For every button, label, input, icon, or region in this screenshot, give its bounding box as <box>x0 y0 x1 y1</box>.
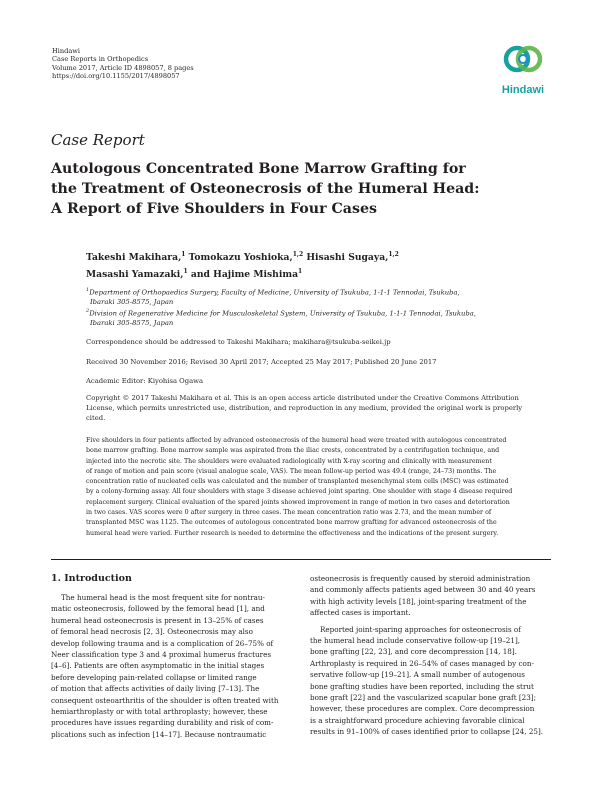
abstract-line: humeral head were varied. Further research is needed to determine the effectiveness and the indications of the present surgery. <box>86 529 499 537</box>
author-affiliation-mark: 1 <box>181 251 186 258</box>
title-line: the Treatment of Osteonecrosis of the Humeral Head: <box>51 181 480 197</box>
body-line: servative follow-up [19–21]. A small number of autogenous <box>310 670 525 680</box>
article-type: Case Report <box>51 131 145 149</box>
body-line: hemiarthroplasty or with total arthroplasty; however, these <box>51 707 268 717</box>
body-line: affected cases is important. <box>310 608 411 618</box>
affiliation-text: Ibaraki 305-8575, Japan <box>90 297 174 306</box>
abstract-line: bone marrow grafting. Bone marrow sample was aspirated from the iliac crests, concentrated by a centrifugation technique, and <box>86 447 500 455</box>
author-name: Hisashi Sugaya, <box>303 252 389 264</box>
author-name: Tomokazu Yoshioka, <box>185 252 293 264</box>
body-line: however, these procedures are complex. Core decompression <box>310 704 535 714</box>
abstract-line: transplanted MSC was 1125. The outcomes of autologous concentrated bone marrow grafting for advanced osteonecrosis of the <box>86 519 497 527</box>
body-line: Neer classification type 3 and 4 proximal humerus fractures <box>51 650 272 660</box>
journal-meta <box>52 47 194 80</box>
body-line: bone grafting studies have been reported, including the strut <box>310 681 534 691</box>
author-affiliation-mark: 1 <box>298 268 303 276</box>
body-line: bone grafting [22, 23], and core decompression [14, 18]. <box>310 647 517 657</box>
copyright-line: License, which permits unrestricted use, distribution, and reproduction in any medium, provided the original work is properly <box>86 404 523 413</box>
body-line: before developing pain-related collapse or limited range <box>51 672 257 682</box>
abstract <box>86 436 552 539</box>
abstract-line: by a colony-forming assay. All four shoulders with stage 3 disease achieved joint sparing. One shoulder with stage 4 disease required <box>86 488 513 496</box>
body-line: matic osteonecrosis, followed by the femoral head [1], and <box>51 604 265 614</box>
affiliation-text: Department of Orthopaedics Surgery, Faculty of Medicine, University of Tsukuba, 1-1-1 Tennodai, Tsukuba, <box>89 288 460 297</box>
body-line: plications such as infection [14–17]. Because nontraumatic <box>51 729 267 739</box>
author-name: and Hajime Mishima <box>187 269 299 281</box>
article-title <box>51 159 551 219</box>
doi-link[interactable]: https://doi.org/10.1155/2017/4898057 <box>52 71 180 80</box>
body-column-left <box>51 592 293 740</box>
body-column-right <box>310 573 552 738</box>
affiliation-text: Division of Regenerative Medicine for Musculoskeletal System, University of Tsukuba, 1-1-1 Tennodai, Tsukuba, <box>89 309 476 318</box>
body-line: develop following trauma and is a complication of 26–75% of <box>51 638 274 648</box>
affiliation-mark: 1 <box>86 287 90 293</box>
journal-name: Case Reports in Orthopedics <box>52 55 149 64</box>
author-list <box>86 248 556 282</box>
body-line: and commonly affects patients aged between 30 and 40 years <box>310 585 536 595</box>
body-line: the humeral head include conservative follow-up [19–21], <box>310 636 521 646</box>
author-name: Masashi Yamazaki, <box>86 269 184 281</box>
body-line: osteonecrosis is frequently caused by steroid administration <box>310 574 531 583</box>
affiliation-1 <box>86 286 556 307</box>
body-line: with high activity levels [18], joint-sparing treatment of the <box>310 596 527 606</box>
author-affiliation-mark: 1,2 <box>388 251 399 258</box>
author-affiliation-mark: 1 <box>183 268 188 276</box>
publisher-name: Hindawi <box>52 47 81 55</box>
affiliation-mark: 2 <box>86 308 90 314</box>
volume-info: Volume 2017, Article ID 4898057, 8 pages <box>52 63 194 72</box>
body-line: of motion that affects activities of daily living [7–13]. The <box>51 684 260 694</box>
affiliation-text: Ibaraki 305-8575, Japan <box>90 318 174 327</box>
body-line: is a straightforward procedure achieving favorable clinical <box>310 715 525 725</box>
copyright-line: Copyright © 2017 Takeshi Makihara et al. This is an open access article distributed under the Creative Commons Attribution <box>86 394 519 402</box>
title-line: A Report of Five Shoulders in Four Cases <box>51 201 377 217</box>
hindawi-logo <box>497 42 549 102</box>
academic-editor: Academic Editor: Kiyohisa Ogawa <box>86 377 204 385</box>
section-heading: 1. Introduction <box>51 573 132 584</box>
abstract-line: in two cases. VAS scores were 0 after surgery in three cases. The mean concentration ratio was 2.73, and the mean number of <box>86 509 492 517</box>
abstract-line: injected into the necrotic site. The shoulders were evaluated radiologically with X-ray scoring and clinically with measurement <box>86 457 492 465</box>
copyright-notice <box>86 393 552 424</box>
body-line: Reported joint-sparing approaches for osteonecrosis of <box>320 624 521 634</box>
affiliation-2 <box>86 307 556 328</box>
hindawi-logo-icon <box>497 42 549 84</box>
body-line: Arthroplasty is required in 26–54% of cases managed by con- <box>310 658 534 668</box>
body-line: bone graft [22] and the vascularized scapular bone graft [23]; <box>310 693 537 703</box>
abstract-line: of range of motion and pain score (visual analogue scale, VAS). The mean follow-up period was 49.4 (range, 24–73) months. The <box>86 467 497 475</box>
body-line: The humeral head is the most frequent site for nontrau- <box>61 593 265 602</box>
copyright-line: cited. <box>86 414 106 423</box>
abstract-line: concentration ratio of nucleated cells was calculated and the number of transplanted mesenchymal stem cells (MSC) was estimated <box>86 478 509 486</box>
hindawi-logo-text: Hindawi <box>501 84 545 96</box>
title-line: Autologous Concentrated Bone Marrow Grafting for <box>51 161 466 177</box>
body-line: results in 91–100% of cases identified prior to collapse [24, 25]. <box>310 727 544 737</box>
author-name: Takeshi Makihara, <box>86 252 182 264</box>
section-divider <box>51 559 551 560</box>
body-line: of femoral head necrosis [2, 3]. Osteonecrosis may also <box>51 627 253 637</box>
correspondence: Correspondence should be addressed to Takeshi Makihara; makihara@tsukuba-seikei.jp <box>86 338 391 346</box>
author-affiliation-mark: 1,2 <box>292 251 304 258</box>
abstract-line: Five shoulders in four patients affected by advanced osteonecrosis of the humeral head were treated with autologous concentrated <box>86 437 507 444</box>
body-line: procedures have issues regarding durability and risk of com- <box>51 718 274 728</box>
body-line: consequent osteoarthritis of the shoulder is often treated with <box>51 695 279 705</box>
body-line: humeral head osteonecrosis is present in 13–25% of cases <box>51 615 264 625</box>
body-line: [4–6]. Patients are often asymptomatic in the initial stages <box>51 661 265 671</box>
abstract-line: replacement surgery. Clinical evaluation of the spared joints showed improvement in range of motion in two cases and deterioration <box>86 498 510 506</box>
publication-dates: Received 30 November 2016; Revised 30 April 2017; Accepted 25 May 2017; Published 20 June 2017 <box>86 358 437 366</box>
